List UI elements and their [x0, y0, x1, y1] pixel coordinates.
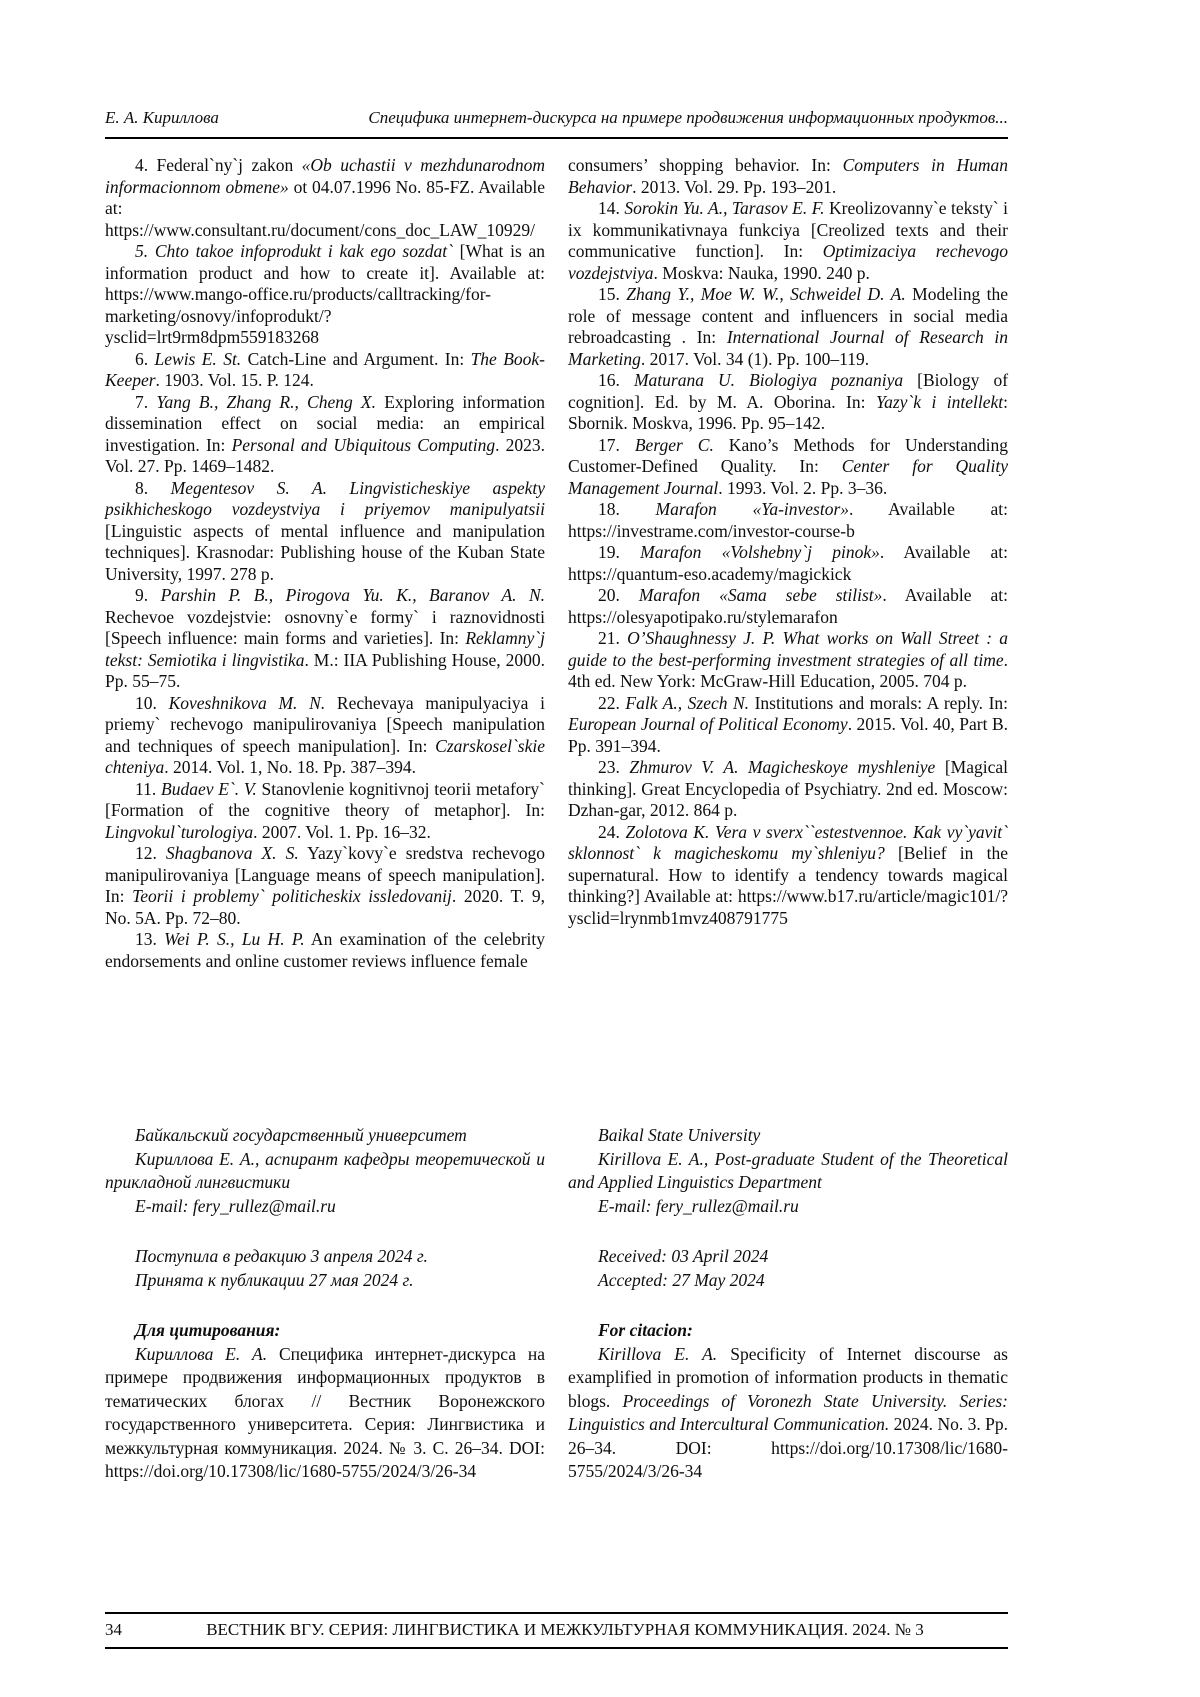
- reference-item: 20. Marafon «Sama sebe stilist». Available at: https://olesyapotipako.ru/stylemarafon: [568, 585, 1008, 627]
- author-info-paragraph: Baikal State University: [598, 1125, 761, 1145]
- running-header-title: Специфика интернет-дискурса на примере продвижения информационных продуктов...: [368, 108, 1008, 127]
- author-info-paragraph: Received: 03 April 2024: [598, 1246, 769, 1266]
- author-info-paragraph: E-mail: fery_rullez@mail.ru: [135, 1195, 336, 1216]
- author-info-paragraph: Accepted: 27 May 2024: [598, 1269, 765, 1290]
- reference-item: 13. Wei P. S., Lu H. P. An examination of the celebrity endorsements and online customer reviews influence female: [105, 929, 546, 971]
- references-section: [105, 155, 1008, 972]
- reference-item: 8. Megentesov S. A. Lingvisticheskiye aspekty psikhicheskogo vozdeystviya i priyemov manipulyatsii [Linguistic aspects of mental influence and manipulation techniques]. Krasnodar: Publishing house of the Kuban State University, 1997. 278 p.: [105, 477, 546, 584]
- reference-item: 9. Parshin P. B., Pirogova Yu. K., Baranov A. N. Rechevoe vozdejstvie: osnovny`e formy` i raznovidnosti [Speech influence: main forms and varieties]. In: Reklamny`j tekst: Semiotika i lingvistika. M.: IIA Publishing House, 2000. Pp. 55–75.: [105, 585, 546, 691]
- reference-item: 14. Sorokin Yu. A., Tarasov E. F. Kreolizovanny`e teksty` i ix kommunikativnaya funkciya [Creolized texts and their communicative function]. In: Optimizaciya rechevogo vozdejstviya. Moskva: Nauka, 1990. 240 p.: [568, 198, 1009, 283]
- reference-item: 16. Maturana U. Biologiya poznaniya [Biology of cognition]. Ed. by M. A. Oborina. In: Yazy`k i intellekt: Sbornik. Moskva, 1996. Pp. 95–142.: [568, 370, 1009, 433]
- reference-item: 22. Falk A., Szech N. Institutions and morals: A reply. In: European Journal of Political Economy. 2015. Vol. 40, Part B. Pp. 391–394.: [568, 692, 1009, 756]
- author-info-english: [568, 1124, 1008, 1484]
- references-column-right: [568, 155, 1008, 972]
- references-column-left: [105, 155, 545, 972]
- author-info-paragraph: Kirillova E. A. Specificity of Internet discourse as examplified in promotion of information products in thematic blogs. Proceedings of Voronezh State University. Series: Linguistics and Intercultural Communication. 2024. No. 3. Pp. 26–34. DOI: https://doi.org/10.17308/lic/1680-5755/2024/3/26-34: [568, 1343, 1008, 1481]
- reference-item: 11. Budaev E`. V. Stanovlenie kognitivnoj teorii metafory` [Formation of the cognitive theory of metaphor]. In: Lingvokul`turologiya. 2007. Vol. 1. Pp. 16–32.: [105, 778, 545, 842]
- page-number: 34: [105, 1620, 122, 1639]
- reference-item: 6. Lewis E. St. Catch-Line and Argument. In: The Book-Keeper. 1903. Vol. 15. P. 124.: [105, 348, 545, 390]
- reference-item: 18. Marafon «Ya-investor». Available at: https://investrame.com/investor-course-b: [568, 499, 1008, 541]
- reference-item: 10. Koveshnikova M. N. Rechevaya manipulyaciya i priemy` rechevogo manipulirovaniya [Speech manipulation and techniques of speech manipulation]. In: Czarskosel`skie chteniya. 2014. Vol. 1, No. 18. Pp. 387–394.: [105, 692, 545, 777]
- author-info-paragraph: Кириллова Е. А. Специфика интернет-дискурса на примере продвижения информационных продуктов в тематических блогах // Вестник Воронежского государственного университета. Серия: Лингвистика и межкультурная коммуникация. 2024. № 3. С. 26–34. DOI: https://doi.org/10.17308/lic/1680-5755/2024/3/26-34: [105, 1343, 546, 1481]
- author-info-paragraph: For citacion:: [598, 1320, 693, 1340]
- reference-item: 15. Zhang Y., Moe W. W., Schweidel D. A. Modeling the role of message content and influencers in social media rebroadcasting . In: International Journal of Research in Marketing. 2017. Vol. 34 (1). Pp. 100–119.: [568, 284, 1009, 369]
- reference-item: 7. Yang B., Zhang R., Cheng X. Exploring information dissemination effect on social media: an empirical investigation. In: Personal and Ubiquitous Computing. 2023. Vol. 27. Pp. 1469–1482.: [105, 391, 545, 476]
- author-info-paragraph: Поступила в редакцию 3 апреля 2024 г.: [135, 1246, 428, 1266]
- reference-item: 19. Marafon «Volshebny`j pinok». Available at: https://quantum-eso.academy/magickick: [568, 542, 1009, 584]
- running-header: [105, 108, 1008, 139]
- author-info-paragraph: Байкальский государственный университет: [135, 1125, 467, 1145]
- reference-item: 4. Federal`ny`j zakon «Ob uchastii v mezhdunarodnom informacionnom obmene» ot 04.07.1996 No. 85-FZ. Available at: https://www.consultant.ru/document/cons_doc_LAW_10929/: [105, 155, 545, 240]
- reference-item: 21. O’Shaughnessy J. P. What works on Wall Street : a guide to the best-performing investment strategies of all time. 4th ed. New York: McGraw-Hill Education, 2005. 704 p.: [568, 628, 1009, 691]
- journal-footer-title: ВЕСТНИК ВГУ. СЕРИЯ: ЛИНГВИСТИКА И МЕЖКУЛЬТУРНАЯ КОММУНИКАЦИЯ. 2024. № 3: [206, 1620, 924, 1639]
- author-info-paragraph: Kirillova E. A., Post-graduate Student of the Theoretical and Applied Linguistics Department: [568, 1148, 1008, 1192]
- author-info-section: [105, 1124, 1008, 1484]
- running-header-author: Е. А. Кириллова: [105, 108, 219, 127]
- author-info-paragraph: Кириллова Е. А., аспирант кафедры теоретической и прикладной лингвистики: [105, 1148, 545, 1192]
- reference-item: 23. Zhmurov V. A. Magicheskoye myshleniye [Magical thinking]. Great Encyclopedia of Psychiatry. 2nd ed. Moscow: Dzhan-gar, 2012. 864 p.: [568, 757, 1008, 820]
- author-info-paragraph: E-mail: fery_rullez@mail.ru: [598, 1195, 799, 1216]
- page-footer: [105, 1612, 1008, 1649]
- reference-item: 24. Zolotova K. Vera v sverx``estestvennoe. Kak vy`yavit` sklonnost` k magicheskomu my`shleniyu? [Belief in the supernatural. How to identify a tendency towards magical thinking?] Available at: https://www.b17.ru/article/magic101/?ysclid=lrynmb1mvz408791775: [568, 821, 1008, 928]
- author-info-paragraph: Принята к публикации 27 мая 2024 г.: [135, 1269, 414, 1290]
- reference-item: 17. Berger C. Kano’s Methods for Understanding Customer-Defined Quality. In: Center for Quality Management Journal. 1993. Vol. 2. Pp. 3–36.: [568, 434, 1009, 498]
- author-info-paragraph: Для цитирования:: [135, 1320, 281, 1340]
- author-info-russian: [105, 1124, 545, 1484]
- reference-item: 5. Chto takoe infoprodukt i kak ego sozdat` [What is an information product and how to create it]. Available at: https://www.mango-office.ru/products/calltracking/for-marketing/osnovy/infoprodukt/?ysclid=lrt9rm8dpm559183268: [105, 241, 545, 347]
- reference-item: consumers’ shopping behavior. In: Computers in Human Behavior. 2013. Vol. 29. Pp. 193–201.: [568, 155, 1009, 197]
- reference-item: 12. Shagbanova X. S. Yazy`kovy`e sredstva rechevogo manipulirovaniya [Language means of speech manipulation]. In: Teorii i problemy` politicheskix issledovanij. 2020. T. 9, No. 5A. Pp. 72–80.: [105, 843, 546, 928]
